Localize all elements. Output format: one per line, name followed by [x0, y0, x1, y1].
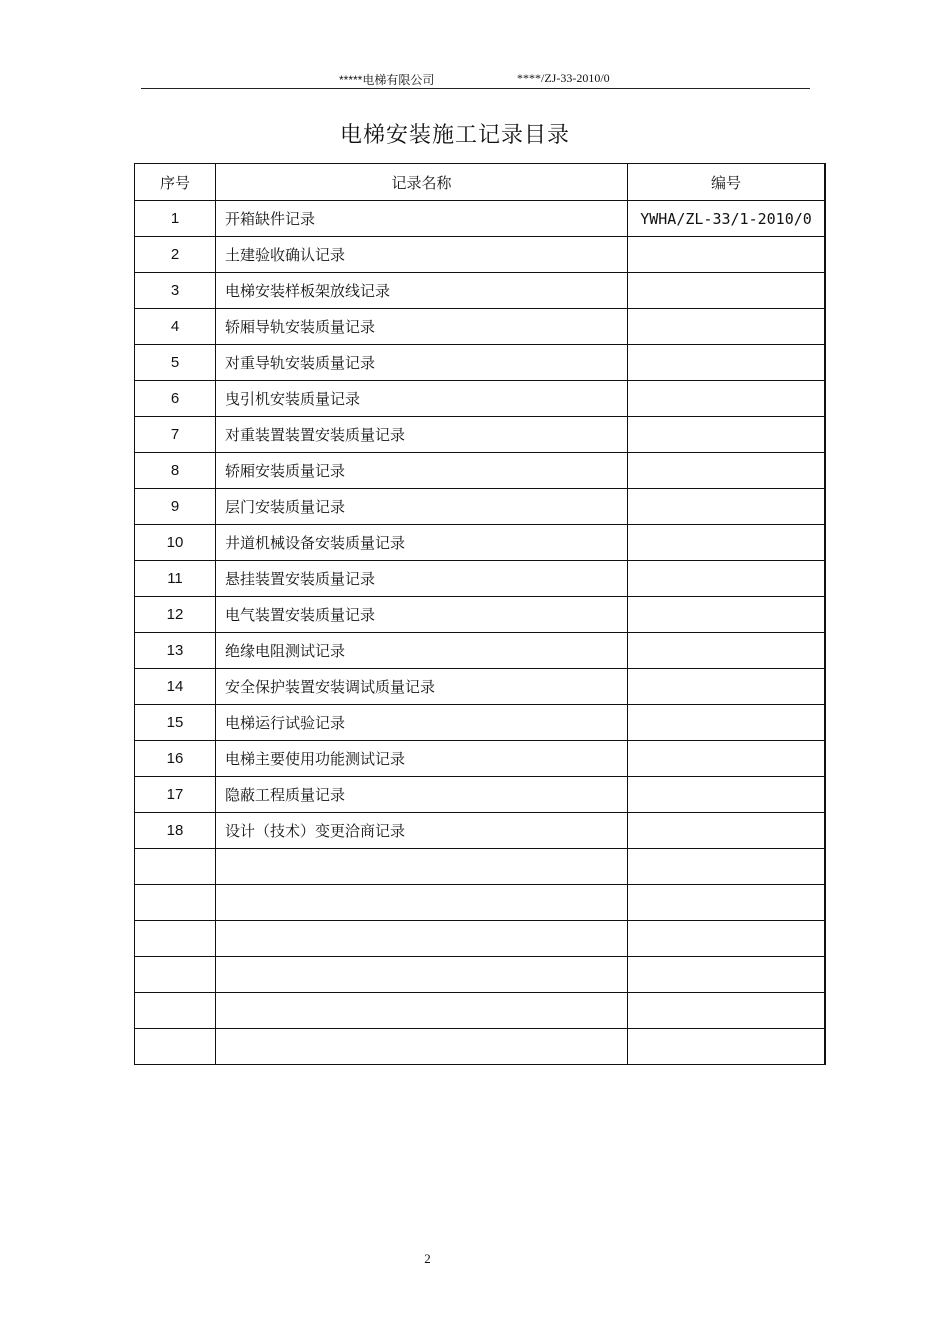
row-name-cell	[216, 885, 628, 921]
table-row	[135, 705, 826, 741]
row-name-cell: 电梯主要使用功能测试记录	[216, 741, 628, 777]
table-row	[135, 777, 826, 813]
table-row	[135, 957, 826, 993]
row-code-cell	[628, 777, 826, 813]
row-seq-cell: 2	[135, 237, 216, 273]
table-row	[135, 345, 826, 381]
page-title: 电梯安装施工记录目录	[339, 123, 570, 148]
row-seq-cell: 1	[135, 201, 216, 237]
records-table	[134, 163, 826, 1065]
row-code-cell	[628, 669, 826, 705]
table-row	[135, 273, 826, 309]
row-seq-cell: 10	[135, 525, 216, 561]
row-name-cell: 电梯安装样板架放线记录	[216, 273, 628, 309]
table-row	[135, 993, 826, 1029]
row-seq-cell	[135, 885, 216, 921]
table-row	[135, 1029, 826, 1065]
page-header	[141, 70, 810, 89]
table-row	[135, 885, 826, 921]
row-seq-cell: 14	[135, 669, 216, 705]
row-name-cell: 安全保护装置安装调试质量记录	[216, 669, 628, 705]
row-seq-cell: 13	[135, 633, 216, 669]
table-row	[135, 669, 826, 705]
row-code-cell	[628, 453, 826, 489]
table-row	[135, 453, 826, 489]
column-header-name: 记录名称	[216, 164, 628, 201]
row-name-cell: 层门安装质量记录	[216, 489, 628, 525]
table-row	[135, 921, 826, 957]
row-seq-cell: 18	[135, 813, 216, 849]
row-code-cell: YWHA/ZL-33/1-2010/0	[628, 201, 826, 237]
row-name-cell: 电梯运行试验记录	[216, 705, 628, 741]
row-name-cell: 对重装置装置安装质量记录	[216, 417, 628, 453]
row-name-cell: 轿厢导轨安装质量记录	[216, 309, 628, 345]
row-name-cell	[216, 993, 628, 1029]
company-name: *****电梯有限公司	[339, 73, 435, 87]
row-code-cell	[628, 885, 826, 921]
row-seq-cell: 12	[135, 597, 216, 633]
row-code-cell	[628, 633, 826, 669]
table-row	[135, 561, 826, 597]
row-code-cell	[628, 273, 826, 309]
row-name-cell	[216, 849, 628, 885]
row-seq-cell	[135, 921, 216, 957]
row-name-cell	[216, 921, 628, 957]
column-header-code: 编号	[628, 164, 826, 201]
row-seq-cell: 11	[135, 561, 216, 597]
row-name-cell: 土建验收确认记录	[216, 237, 628, 273]
row-name-cell	[216, 957, 628, 993]
row-name-cell: 曳引机安装质量记录	[216, 381, 628, 417]
row-code-cell	[628, 1029, 826, 1065]
table-row	[135, 309, 826, 345]
row-seq-cell: 6	[135, 381, 216, 417]
row-code-cell	[628, 561, 826, 597]
row-name-cell: 悬挂装置安装质量记录	[216, 561, 628, 597]
row-seq-cell: 17	[135, 777, 216, 813]
row-seq-cell: 8	[135, 453, 216, 489]
table-row	[135, 813, 826, 849]
table-header-row	[135, 164, 826, 201]
row-name-cell: 井道机械设备安装质量记录	[216, 525, 628, 561]
row-code-cell	[628, 813, 826, 849]
table-row	[135, 201, 826, 237]
row-code-cell	[628, 381, 826, 417]
row-seq-cell	[135, 849, 216, 885]
row-seq-cell: 5	[135, 345, 216, 381]
table-row	[135, 849, 826, 885]
row-name-cell: 隐蔽工程质量记录	[216, 777, 628, 813]
column-header-seq: 序号	[135, 164, 216, 201]
row-seq-cell: 9	[135, 489, 216, 525]
row-name-cell: 轿厢安装质量记录	[216, 453, 628, 489]
table-row	[135, 489, 826, 525]
table-row	[135, 525, 826, 561]
table-row	[135, 633, 826, 669]
row-seq-cell: 7	[135, 417, 216, 453]
page-number: 2	[424, 1251, 431, 1266]
row-seq-cell	[135, 957, 216, 993]
row-seq-cell: 3	[135, 273, 216, 309]
row-code-cell	[628, 741, 826, 777]
row-seq-cell	[135, 993, 216, 1029]
row-seq-cell: 4	[135, 309, 216, 345]
table-row	[135, 237, 826, 273]
row-code-cell	[628, 489, 826, 525]
row-code-cell	[628, 237, 826, 273]
row-code-cell	[628, 309, 826, 345]
row-code-cell	[628, 345, 826, 381]
row-code-cell	[628, 417, 826, 453]
table-row	[135, 381, 826, 417]
row-code-cell	[628, 525, 826, 561]
row-seq-cell: 15	[135, 705, 216, 741]
document-number: ****/ZJ-33-2010/0	[517, 71, 610, 85]
row-code-cell	[628, 957, 826, 993]
row-name-cell: 开箱缺件记录	[216, 201, 628, 237]
row-name-cell: 绝缘电阻测试记录	[216, 633, 628, 669]
row-seq-cell	[135, 1029, 216, 1065]
row-code-cell	[628, 921, 826, 957]
row-code-cell	[628, 597, 826, 633]
table-row	[135, 597, 826, 633]
row-name-cell: 电气装置安装质量记录	[216, 597, 628, 633]
row-code-cell	[628, 705, 826, 741]
row-code-cell	[628, 993, 826, 1029]
row-code-cell	[628, 849, 826, 885]
row-name-cell	[216, 1029, 628, 1065]
table-row	[135, 741, 826, 777]
row-seq-cell: 16	[135, 741, 216, 777]
table-row	[135, 417, 826, 453]
row-name-cell: 设计（技术）变更洽商记录	[216, 813, 628, 849]
row-name-cell: 对重导轨安装质量记录	[216, 345, 628, 381]
